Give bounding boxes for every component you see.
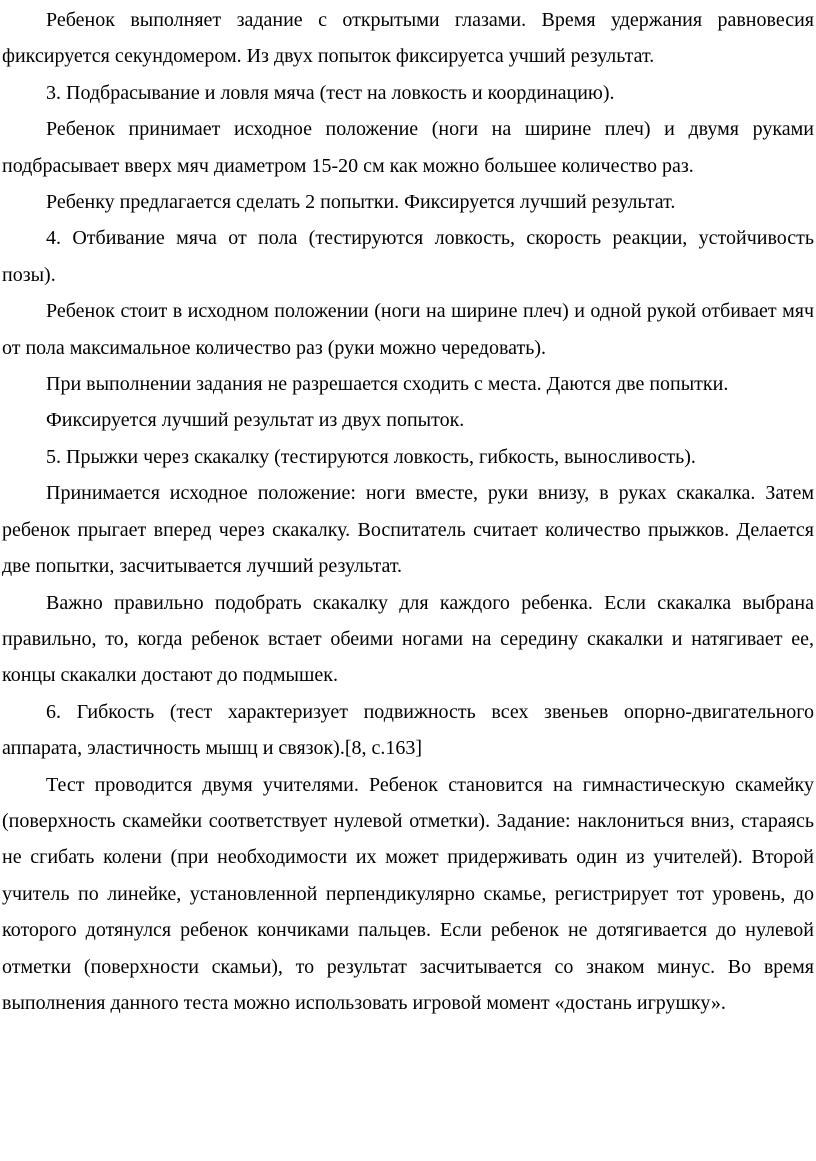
paragraph-jump-rope-description: Принимается исходное положение: ноги вместе, руки внизу, в руках скакалка. Затем ребенок прыгает вперед через скакалку. Воспитатель считает количество прыжков. Делается две попытки, засчитывается лучший результат. [2, 482, 814, 578]
heading-flexibility: 6. Гибкость (тест характеризует подвижность всех звеньев опорно-двигательного аппарата, эластичность мышц и связок).[8, с.163] [2, 700, 814, 760]
paragraph-ball-toss-description: Ребенок принимает исходное положение (ноги на ширине плеч) и двумя руками подбрасывает вверх мяч диаметром 15-20 см как можно большее количество раз. [2, 118, 814, 177]
heading-ball-bounce: 4. Отбивание мяча от пола (тестируются ловкость, скорость реакции, устойчивость позы). [2, 227, 814, 286]
heading-jump-rope: 5. Прыжки через скакалку (тестируются ловкость, гибкость, выносливость). [46, 445, 696, 468]
paragraph-flexibility-description: Тест проводится двумя учителями. Ребенок становится на гимнастическую скамейку (поверхность скамейки соответствует нулевой отметки). Задание: наклониться вниз, стараясь не сгибать колени (при необходимости их может придерживать один из учителей). Второй учитель по линейке, установленной перпендикулярно скамье, регистрирует тот уровень, до которого дотянулся ребенок кончиками пальцев. Если ребенок не дотягивается до нулевой отметки (поверхности скамьи), то результат засчитывается со знаком минус. Во время выполнения данного теста можно использовать игровой момент «достань игрушку». [2, 773, 814, 1014]
paragraph-balance-test: Ребенок выполняет задание с открытыми глазами. Время удержания равновесия фиксируется секундомером. Из двух попыток фиксируетса учший результат. [2, 9, 814, 68]
paragraph-ball-toss-attempts: Ребенку предлагается сделать 2 попытки. Фиксируется лучший результат. [46, 191, 676, 214]
paragraph-ball-bounce-result: Фиксируется лучший результат из двух попыток. [46, 409, 465, 432]
paragraph-ball-bounce-description: Ребенок стоит в исходном положении (ноги на ширине плеч) и одной рукой отбивает мяч от пола максимальное количество раз (руки можно чередовать). [2, 300, 814, 359]
heading-ball-toss: 3. Подбрасывание и ловля мяча (тест на ловкость и координацию). [46, 81, 615, 104]
paragraph-jump-rope-selection: Важно правильно подобрать скакалку для каждого ребенка. Если скакалка выбрана правильно, то, когда ребенок встает обеими ногами на середину скакалки и натягивает ее, концы скакалки достают до подмышек. [2, 591, 814, 687]
paragraph-ball-bounce-rules: При выполнении задания не разрешается сходить с места. Даются две попытки. [46, 373, 729, 396]
